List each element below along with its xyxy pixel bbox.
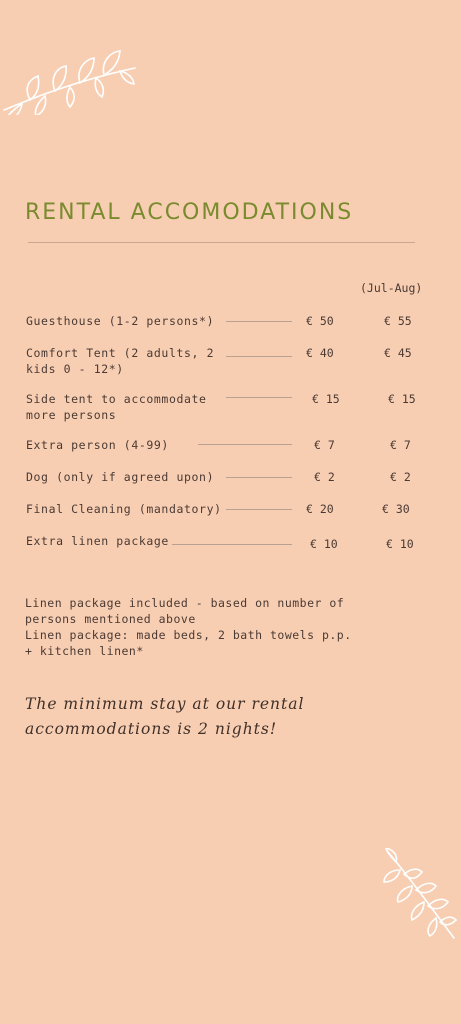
price-regular: € 10 bbox=[310, 537, 338, 551]
minimum-stay-note: The minimum stay at our rental accommodations is 2 nights! bbox=[25, 695, 305, 738]
price-label: Side tent to accommodate more persons bbox=[26, 392, 207, 422]
price-season: € 2 bbox=[390, 470, 411, 484]
linen-notes bbox=[25, 595, 365, 659]
price-season: € 10 bbox=[386, 537, 414, 551]
price-label: Dog (only if agreed upon) bbox=[26, 470, 215, 484]
price-regular: € 7 bbox=[314, 438, 335, 452]
price-label: Extra linen package bbox=[26, 534, 169, 548]
leader-line bbox=[198, 444, 292, 445]
leader-line bbox=[226, 321, 292, 322]
leader-line bbox=[226, 397, 292, 398]
price-season: € 30 bbox=[382, 502, 410, 516]
price-regular: € 20 bbox=[306, 502, 334, 516]
price-label: Final Cleaning (mandatory) bbox=[26, 502, 222, 516]
linen-note-line: Linen package: made beds, 2 bath towels p.p. + kitchen linen* bbox=[25, 628, 352, 658]
title-divider bbox=[28, 242, 415, 243]
price-season: € 7 bbox=[390, 438, 411, 452]
price-regular: € 2 bbox=[314, 470, 335, 484]
price-label: Extra person (4-99) bbox=[26, 438, 169, 452]
price-label: Guesthouse (1-2 persons*) bbox=[26, 314, 215, 328]
leaf-branch-icon bbox=[382, 848, 458, 940]
leader-line bbox=[226, 356, 292, 357]
page-title: RENTAL ACCOMODATIONS bbox=[25, 200, 354, 225]
leader-line bbox=[226, 509, 292, 510]
price-season: € 55 bbox=[384, 314, 412, 328]
season-column-header: (Jul-Aug) bbox=[360, 281, 423, 295]
price-regular: € 40 bbox=[306, 346, 334, 360]
leaf-branch-icon bbox=[0, 40, 140, 115]
price-label: Comfort Tent (2 adults, 2 kids 0 - 12*) bbox=[26, 346, 215, 376]
leader-line bbox=[226, 477, 292, 478]
price-season: € 45 bbox=[384, 346, 412, 360]
price-regular: € 15 bbox=[312, 392, 340, 406]
leader-line bbox=[172, 544, 292, 545]
price-regular: € 50 bbox=[306, 314, 334, 328]
linen-note-line: Linen package included - based on number of persons mentioned above bbox=[25, 596, 345, 626]
price-season: € 15 bbox=[388, 392, 416, 406]
